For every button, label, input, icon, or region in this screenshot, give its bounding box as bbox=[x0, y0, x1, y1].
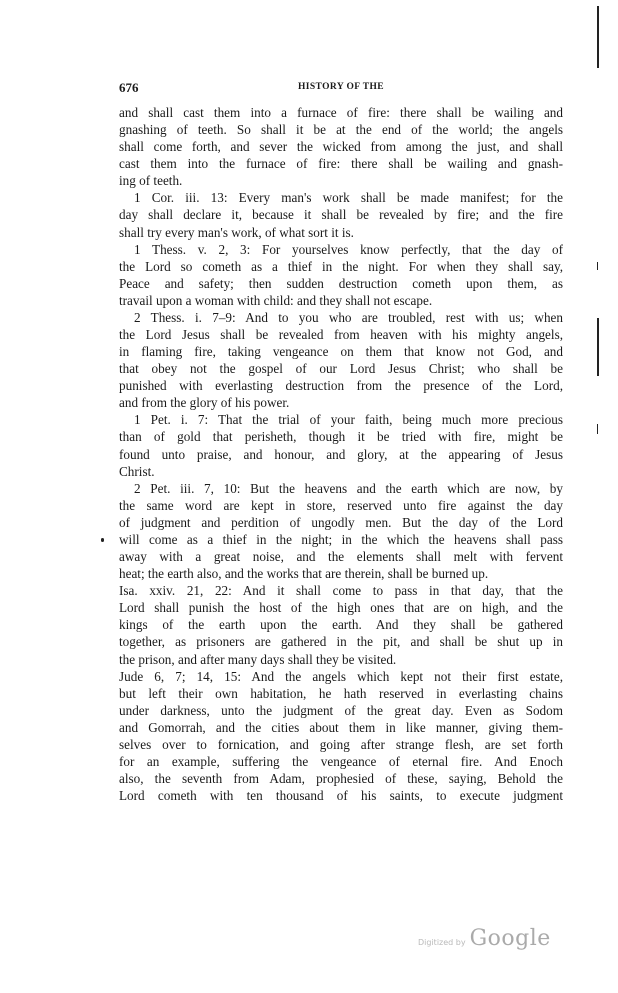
text-line: shall try every man's work, of what sort it is. bbox=[119, 224, 354, 240]
text-line: 2 Thess. i. 7–9: And to you who are troubled, rest with us; when bbox=[134, 309, 563, 325]
text-line: selves over to fornication, and going after strange flesh, are set forth bbox=[119, 736, 563, 752]
body-text bbox=[119, 104, 563, 804]
running-head: HISTORY OF THE bbox=[297, 82, 385, 92]
text-line: of judgment and perdition of ungodly men. But the day of the Lord bbox=[119, 514, 563, 530]
text-line: will come as a thief in the night; in the which the heavens shall pass bbox=[119, 531, 563, 547]
digitized-watermark bbox=[418, 926, 551, 951]
text-line: Christ. bbox=[119, 463, 155, 479]
text-line: in flaming fire, taking vengeance on them that know not God, and bbox=[119, 344, 563, 360]
text-line: also, the seventh from Adam, prophesied of these, saying, Behold the bbox=[119, 771, 563, 787]
text-line: and Gomorrah, and the cities about them in like manner, giving them- bbox=[119, 719, 563, 735]
text-line: Lord shall punish the host of the high ones that are on high, and the bbox=[119, 600, 563, 616]
watermark-caption: Digitized by bbox=[418, 938, 466, 947]
text-line: day shall declare it, because it shall be revealed by fire; and the fire bbox=[119, 207, 563, 223]
margin-rule-middle bbox=[597, 318, 599, 376]
text-line: shall come forth, and sever the wicked from among the just, and shall bbox=[119, 139, 563, 155]
text-line: Jude 6, 7; 14, 15: And the angels which kept not their first estate, bbox=[119, 668, 563, 684]
text-line: the Lord Jesus shall be revealed from heaven with his mighty angels, bbox=[119, 327, 563, 343]
margin-tick bbox=[597, 262, 598, 270]
margin-rule-top bbox=[597, 6, 599, 68]
text-line: Peace and safety; then sudden destruction cometh upon them, as bbox=[119, 275, 563, 291]
text-line: found unto praise, and honour, and glory, at the appearing of Jesus bbox=[119, 446, 563, 462]
text-line: for an example, suffering the vengeance of eternal fire. And Enoch bbox=[119, 753, 563, 769]
text-line: and from the glory of his power. bbox=[119, 395, 290, 411]
text-line: but left their own habitation, he hath reserved in everlasting chains bbox=[119, 685, 563, 701]
text-line: kings of the earth upon the earth. And they shall be gathered bbox=[119, 617, 563, 633]
text-line: than of gold that perisheth, though it be tried with fire, might be bbox=[119, 429, 563, 445]
text-line: together, as prisoners are gathered in the pit, and shall be shut up in bbox=[119, 634, 563, 650]
page-number: 676 bbox=[119, 80, 139, 95]
text-line: Isa. xxiv. 21, 22: And it shall come to pass in that day, that the bbox=[119, 583, 563, 599]
text-line: the prison, and after many days shall they be visited. bbox=[119, 651, 397, 667]
text-line: Lord cometh with ten thousand of his saints, to execute judgment bbox=[119, 788, 563, 804]
text-line: cast them into the furnace of fire: there shall be wailing and gnash- bbox=[119, 156, 563, 172]
text-line: 1 Cor. iii. 13: Every man's work shall be made manifest; for the bbox=[134, 190, 563, 206]
text-line: the Lord so cometh as a thief in the night. For when they shall say, bbox=[119, 258, 563, 274]
text-line: 2 Pet. iii. 7, 10: But the heavens and the earth which are now, by bbox=[134, 480, 563, 496]
text-line: punished with everlasting destruction from the presence of the Lord, bbox=[119, 378, 563, 394]
text-line: travail upon a woman with child: and they shall not escape. bbox=[119, 292, 433, 308]
text-line: and shall cast them into a furnace of fire: there shall be wailing and bbox=[119, 105, 563, 120]
text-line: 1 Thess. v. 2, 3: For yourselves know perfectly, that the day of bbox=[134, 241, 563, 257]
text-line: gnashing of teeth. So shall it be at the end of the world; the angels bbox=[119, 122, 563, 138]
margin-dot bbox=[101, 538, 104, 542]
text-line: heat; the earth also, and the works that are therein, shall be burned up. bbox=[119, 566, 489, 582]
text-line: away with a great noise, and the elements shall melt with fervent bbox=[119, 549, 563, 565]
text-line: ing of teeth. bbox=[119, 173, 183, 189]
text-line: 1 Pet. i. 7: That the trial of your faith, being much more precious bbox=[134, 412, 563, 428]
text-line: that obey not the gospel of our Lord Jesus Christ; who shall be bbox=[119, 361, 563, 377]
margin-tick bbox=[597, 424, 598, 434]
google-logo: Google bbox=[469, 926, 551, 951]
text-line: under darkness, unto the judgment of the great day. Even as Sodom bbox=[119, 702, 563, 718]
text-line: the same word are kept in store, reserved unto fire against the day bbox=[119, 497, 563, 513]
page-header bbox=[119, 80, 563, 96]
